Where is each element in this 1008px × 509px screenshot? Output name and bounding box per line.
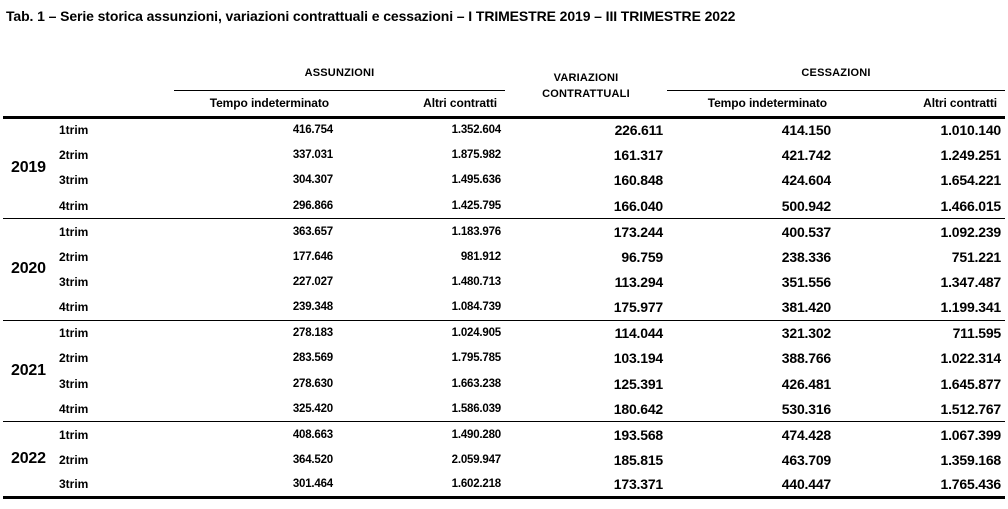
cessazioni-tempo-indeterminato-value: 414.150 [781,122,831,139]
variazioni-contrattuali-value: 125.391 [613,375,663,392]
variazioni-contrattuali-value: 185.815 [613,451,663,468]
assunzioni-tempo-indeterminato-value: 283.569 [292,352,333,365]
variazioni-contrattuali-value: 193.568 [505,422,667,447]
assunzioni-altri-contratti-value: 981.912 [460,250,501,263]
table-row [3,472,1005,497]
assunzioni-altri-contratti-value: 1.795.785 [451,352,501,365]
table-row [3,142,1005,167]
header-spacer [3,90,174,117]
table-row [3,396,1005,421]
col-header-cessazioni-altri-contratti: Altri contratti [835,90,1005,117]
cessazioni-altri-contratti-value: 711.595 [835,320,1005,345]
cessazioni-altri-contratti-value: 1.654.221 [940,172,1002,189]
assunzioni-tempo-indeterminato-value: 363.657 [174,219,337,244]
table-row [3,244,1005,269]
assunzioni-tempo-indeterminato-value: 364.520 [292,453,333,466]
assunzioni-tempo-indeterminato-value: 304.307 [292,174,333,187]
cessazioni-altri-contratti-value: 1.466.015 [940,197,1002,214]
variazioni-contrattuali-value: 161.317 [613,147,663,164]
assunzioni-altri-contratti-value: 1.084.739 [451,301,501,314]
table-row [3,371,1005,396]
cessazioni-tempo-indeterminato-value: 440.447 [781,476,831,493]
cessazioni-altri-contratti-value: 1.010.140 [940,122,1002,139]
variazioni-contrattuali-value: 160.848 [613,172,663,189]
quarter-label: 3trim [59,173,89,188]
assunzioni-altri-contratti-value: 1.586.039 [451,402,501,415]
table-row [3,269,1005,294]
quarter-label: 2trim [59,351,89,366]
variazioni-contrattuali-value: 180.642 [613,400,663,417]
table-row [3,117,1005,142]
quarter-label: 2trim [59,148,89,163]
variazioni-contrattuali-value: 175.977 [613,299,663,316]
assunzioni-tempo-indeterminato-value: 177.646 [292,250,333,263]
assunzioni-tempo-indeterminato-value: 278.630 [292,377,333,390]
assunzioni-tempo-indeterminato-value: 239.348 [292,301,333,314]
quarter-label: 4trim [59,401,89,416]
year-label: 2021 [3,320,56,422]
year-label: 2019 [11,159,46,177]
variazioni-contrattuali-header [505,57,667,117]
assunzioni-altri-contratti-value: 1.875.982 [451,149,501,162]
assunzioni-altri-contratti-value: 1.425.795 [451,199,501,212]
cessazioni-tempo-indeterminato-value: 500.942 [781,197,831,214]
cessazioni-tempo-indeterminato-value: 426.481 [781,375,831,392]
assunzioni-altri-contratti-value: 1.480.713 [451,276,501,289]
variazioni-contrattuali-value: 103.194 [613,350,663,367]
quarter-label: 1trim [56,219,174,244]
assunzioni-altri-contratti-value: 1.602.218 [451,478,501,491]
quarter-label: 4trim [59,300,89,315]
quarter-label: 1trim [56,422,174,447]
assunzioni-tempo-indeterminato-value: 296.866 [292,199,333,212]
table-row [3,219,1005,244]
assunzioni-altri-contratti-value: 2.059.947 [451,453,501,466]
cessazioni-altri-contratti-value: 1.347.487 [940,274,1002,291]
group-header-row [3,57,1005,90]
header-spacer [3,57,174,90]
assunzioni-tempo-indeterminato-value: 337.031 [292,149,333,162]
variazioni-contrattuali-value: 173.371 [613,476,663,493]
quarter-label: 3trim [59,477,89,492]
quarter-label: 2trim [59,249,89,264]
variazioni-contrattuali-value: 113.294 [614,274,663,291]
variazioni-header-line1: VARIAZIONI [553,71,619,84]
assunzioni-altri-contratti-value: 1.024.905 [337,320,505,345]
table-row [3,320,1005,345]
cessazioni-altri-contratti-value: 751.221 [951,248,1002,265]
assunzioni-tempo-indeterminato-value: 416.754 [292,124,333,137]
variazioni-contrattuali-value: 114.044 [505,320,667,345]
year-label: 2020 [3,219,56,321]
variazioni-contrattuali-value: 166.040 [613,197,663,214]
assunzioni-altri-contratti-value: 1.495.636 [451,174,501,187]
quarter-label: 2trim [59,452,89,467]
assunzioni-tempo-indeterminato-value: 227.027 [292,276,333,289]
assunzioni-tempo-indeterminato-value: 325.420 [292,402,333,415]
table-row [3,295,1005,320]
cessazioni-tempo-indeterminato-value: 474.428 [667,422,835,447]
col-header-assunzioni-altri-contratti: Altri contratti [337,90,505,117]
cessazioni-tempo-indeterminato-value: 321.302 [667,320,835,345]
cessazioni-altri-contratti-value: 1.022.314 [940,350,1002,367]
quarter-label: 1trim [59,123,89,138]
cessazioni-altri-contratti-value: 1.645.877 [940,375,1002,392]
data-table [3,57,1005,499]
cessazioni-tempo-indeterminato-value: 351.556 [781,274,831,291]
col-header-cessazioni-tempo-indeterminato: Tempo indeterminato [667,90,835,117]
cessazioni-tempo-indeterminato-value: 530.316 [781,400,831,417]
quarter-label: 3trim [59,376,89,391]
cessazioni-tempo-indeterminato-value: 463.709 [781,451,831,468]
variazioni-contrattuali-value: 96.759 [621,248,663,265]
cessazioni-tempo-indeterminato-value: 381.420 [781,299,831,316]
cessazioni-tempo-indeterminato-value: 400.537 [667,219,835,244]
cessazioni-tempo-indeterminato-value: 388.766 [781,350,831,367]
cessazioni-altri-contratti-value: 1.067.399 [835,422,1005,447]
cessazioni-tempo-indeterminato-value: 424.604 [781,172,831,189]
quarter-label: 3trim [59,275,89,290]
cessazioni-altri-contratti-value: 1.512.767 [940,400,1002,417]
variazioni-contrattuali-value: 173.244 [505,219,667,244]
quarter-label: 1trim [56,320,174,345]
table-row [3,422,1005,447]
sub-header-row [3,90,1005,117]
cessazioni-altri-contratti-value: 1.249.251 [940,147,1002,164]
assunzioni-tempo-indeterminato-value: 408.663 [174,422,337,447]
variazioni-header-line2: CONTRATTUALI [542,87,630,100]
cessazioni-tempo-indeterminato-value: 238.336 [781,248,831,265]
assunzioni-altri-contratti-value: 1.663.238 [451,377,501,390]
cessazioni-altri-contratti-value: 1.092.239 [835,219,1005,244]
cessazioni-altri-contratti-value: 1.765.436 [940,476,1002,493]
assunzioni-altri-contratti-value: 1.183.976 [337,219,505,244]
year-label: 2022 [3,422,56,498]
assunzioni-altri-contratti-value: 1.490.280 [337,422,505,447]
cessazioni-altri-contratti-value: 1.359.168 [940,451,1002,468]
cessazioni-group-header: CESSAZIONI [667,57,1005,90]
table-row [3,447,1005,472]
table-row [3,168,1005,193]
col-header-assunzioni-tempo-indeterminato: Tempo indeterminato [174,90,337,117]
assunzioni-tempo-indeterminato-value: 301.464 [292,478,333,491]
page-title: Tab. 1 – Serie storica assunzioni, variazioni contrattuali e cessazioni – I TRIMESTRE 2019 – III TRIMESTRE 2022 [6,8,736,24]
cessazioni-tempo-indeterminato-value: 421.742 [781,147,831,164]
assunzioni-altri-contratti-value: 1.352.604 [451,124,501,137]
table-row [3,193,1005,218]
table-row [3,346,1005,371]
variazioni-contrattuali-value: 226.611 [614,122,663,139]
cessazioni-altri-contratti-value: 1.199.341 [940,299,1002,316]
quarter-label: 4trim [59,198,89,213]
assunzioni-tempo-indeterminato-value: 278.183 [174,320,337,345]
assunzioni-group-header: ASSUNZIONI [174,57,505,90]
